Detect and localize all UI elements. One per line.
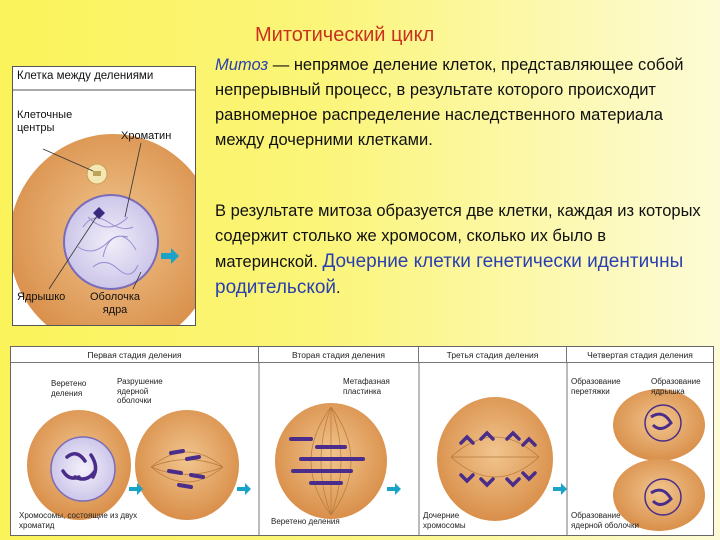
interphase-cell-drawing (13, 67, 195, 325)
prophase-cell (27, 410, 131, 520)
arrow-icon (387, 483, 401, 495)
label-daughter-chromosomes: Дочерние хромосомы (423, 511, 466, 530)
mitosis-stages-figure (10, 346, 714, 536)
label-envelope-breakdown: Разрушение ядерной оболочки (117, 377, 163, 405)
metaphase-cell (275, 403, 387, 519)
stages-drawing (11, 347, 713, 535)
stage-header-2: Вторая стадия деления (259, 347, 419, 363)
interphase-cell-figure (12, 66, 196, 326)
label-spindle-2: Веретено деления (271, 517, 340, 526)
stage-header-1: Первая стадия деления (11, 347, 259, 363)
label-spindle-1: Веретено деления (51, 379, 87, 398)
label-constriction: Образование перетяжки (571, 377, 621, 396)
label-nucleolus-formation: Образование ядрышка (651, 377, 701, 396)
cell-figure-title: Клетка между делениями (17, 70, 154, 82)
definition-paragraph (215, 53, 710, 153)
nucleus (64, 195, 158, 289)
definition-text: — непрямое деление клеток, представляющее собой непрерывный процесс, в результате которого происходит равномерное распределение наследственного материала между дочерними клетками. (215, 56, 684, 149)
label-envelope-formation: Образование ядерной оболочки (571, 511, 639, 530)
result-paragraph (215, 199, 710, 301)
telophase-cells (613, 389, 705, 531)
label-nuclear-envelope: Оболочка ядра (89, 291, 141, 316)
result-end: . (336, 279, 341, 297)
label-chromatin: Хроматин (121, 130, 172, 142)
term-mitosis: Митоз (215, 56, 269, 74)
arrow-icon (237, 483, 251, 495)
label-nucleolus: Ядрышко (17, 291, 66, 303)
centriole-1 (93, 171, 101, 176)
label-chromosomes: Хромосомы, состоящие из двух хроматид (19, 511, 138, 530)
result-text: В результате митоза образуется две клетки, каждая из которых содержит столько же хромосом, сколько их было в материнской. (215, 202, 701, 271)
label-cell-centers: Клеточные центры (17, 109, 73, 134)
stage-header-4: Четвертая стадия деления (567, 347, 713, 363)
stage-header-3: Третья стадия деления (419, 347, 567, 363)
anaphase-cell (437, 397, 553, 521)
highlight-text: Дочерние клетки генетически идентичны родительской (215, 251, 684, 298)
label-metaphase-plate: Метафазная пластинка (343, 377, 390, 396)
prometaphase-cell (135, 410, 239, 520)
slide-title: Митотический цикл (255, 24, 435, 46)
arrow-icon (553, 483, 567, 495)
